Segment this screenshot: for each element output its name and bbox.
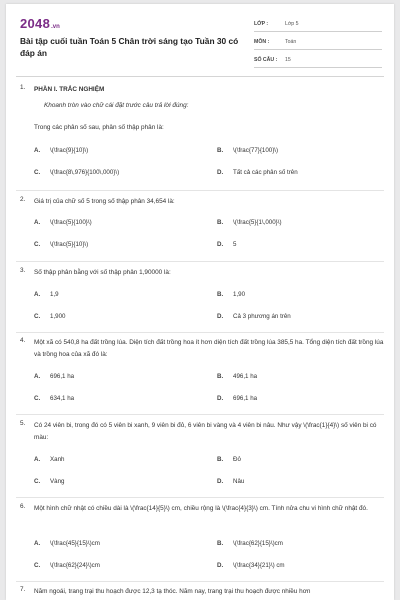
question-4 [20, 337, 384, 360]
option-letter: A. [34, 219, 41, 226]
question-2 [20, 196, 384, 208]
option-text: \(\frac{8\,976}{100\,000}\) [50, 169, 120, 176]
option-5b[interactable] [217, 456, 241, 463]
question-1 [20, 84, 384, 96]
meta-row-count [254, 52, 382, 68]
option-5d[interactable] [217, 478, 244, 485]
option-6a[interactable] [34, 540, 100, 547]
meta-value: Lớp 5 [285, 20, 299, 27]
option-1a[interactable] [34, 147, 88, 154]
option-letter: D. [217, 241, 224, 248]
meta-label: LỚP : [254, 20, 269, 27]
option-letter: A. [34, 373, 41, 380]
option-text: 5 [233, 241, 237, 248]
option-text: \(\frac{45}{15}\)cm [50, 540, 100, 547]
option-text: \(\frac{5}{100}\) [50, 219, 92, 226]
option-4a[interactable] [34, 373, 74, 380]
option-4b[interactable] [217, 373, 257, 380]
option-text: \(\frac{5}{10}\) [50, 241, 89, 248]
option-text: \(\frac{9}{10}\) [50, 147, 89, 154]
meta-value: Toán [285, 38, 297, 45]
question-6 [20, 503, 384, 515]
option-letter: D. [217, 395, 224, 402]
section-title: PHẦN I. TRẮC NGHIỆM [34, 86, 105, 93]
option-3b[interactable] [217, 291, 245, 298]
option-2d[interactable] [217, 241, 236, 248]
option-text: Nâu [233, 478, 245, 485]
question-5 [20, 420, 384, 443]
option-letter: B. [217, 540, 224, 547]
option-2c[interactable] [34, 241, 88, 248]
option-letter: A. [34, 291, 41, 298]
option-letter: A. [34, 540, 41, 547]
question-separator [16, 497, 384, 498]
meta-row-subject [254, 34, 382, 50]
section-instruction: Khoanh tròn vào chữ cái đặt trước câu trả lời đúng: [44, 102, 189, 109]
option-5c[interactable] [34, 478, 64, 485]
section-instruction-wrap [20, 102, 384, 109]
option-text: 496,1 ha [233, 373, 258, 380]
option-6c[interactable] [34, 562, 100, 569]
meta-value: 15 [285, 56, 291, 63]
option-letter: C. [34, 562, 41, 569]
question-number: 2. [20, 196, 26, 203]
option-text: Xanh [50, 456, 65, 463]
question-number: 7. [20, 586, 26, 593]
option-text: \(\frac{77}{100}\) [233, 147, 279, 154]
question-separator [16, 581, 384, 582]
question-separator [16, 414, 384, 415]
option-letter: D. [217, 478, 224, 485]
option-letter: C. [34, 395, 41, 402]
document-header [6, 4, 394, 74]
option-letter: B. [217, 373, 224, 380]
option-text: 634,1 ha [50, 395, 75, 402]
question-text: Có 24 viên bi, trong đó có 5 viên bi xanh, 9 viên bi đỏ, 6 viên bi vàng và 4 viên bi nâu. Như vậy \(\frac{1}{4}\) số viên bi có màu: [34, 422, 377, 441]
option-3a[interactable] [34, 291, 59, 298]
question-number: 1. [20, 84, 26, 91]
option-text: Đỏ [233, 456, 241, 463]
option-letter: D. [217, 562, 224, 569]
option-letter: A. [34, 147, 41, 154]
document-title: Bài tập cuối tuần Toán 5 Chân trời sáng tạo Tuần 30 có đáp án [20, 36, 239, 58]
meta-row-grade [254, 16, 382, 32]
question-text: Một xã có 540,8 ha đất trồng lúa. Diện tích đất trồng hoa ít hơn diện tích đất trồng lúa 385,5 ha. Tổng diện tích đất trồng lúa và trồng hoa của xã đó là: [34, 339, 384, 358]
meta-label: SỐ CÂU : [254, 56, 278, 63]
option-2b[interactable] [217, 219, 282, 226]
option-text: 1,90 [233, 291, 246, 298]
option-4c[interactable] [34, 395, 74, 402]
question-text: Số thập phân bằng với số thập phân 1,90000 là: [34, 269, 171, 276]
meta-info-box [254, 16, 382, 70]
question-text: Trong các phân số sau, phân số thập phân là: [34, 124, 164, 131]
question-text: Giá trị của chữ số 5 trong số thập phân 34,654 là: [34, 198, 175, 205]
question-number: 4. [20, 337, 26, 344]
logo-domain-text: .vn [51, 24, 60, 30]
question-7 [20, 586, 384, 598]
option-4d[interactable] [217, 395, 257, 402]
document-page [6, 4, 394, 600]
logo-main-text: 2048 [20, 16, 51, 31]
option-6d[interactable] [217, 562, 285, 569]
option-letter: D. [217, 169, 224, 176]
option-letter: B. [217, 147, 224, 154]
option-text: Vàng [50, 478, 65, 485]
option-1b[interactable] [217, 147, 278, 154]
option-letter: C. [34, 241, 41, 248]
option-3d[interactable] [217, 313, 291, 320]
question-separator [16, 261, 384, 262]
question-text: Một hình chữ nhật có chiều dài là \(\frac{14}{5}\) cm, chiều rộng là \(\frac{4}{3}\) cm. Tính nửa chu vi hình chữ nhật đó. [34, 505, 368, 512]
option-letter: C. [34, 478, 41, 485]
option-5a[interactable] [34, 456, 64, 463]
question-separator [16, 190, 384, 191]
site-logo[interactable] [20, 16, 60, 31]
option-text: Cả 3 phương án trên [233, 313, 291, 320]
option-text: Tất cả các phân số trên [233, 169, 298, 176]
meta-label: MÔN : [254, 38, 270, 45]
option-letter: C. [34, 169, 41, 176]
option-text: 696,1 ha [233, 395, 258, 402]
question-number: 6. [20, 503, 26, 510]
option-text: \(\frac{34}{21}\) cm [233, 562, 285, 569]
option-text: 1,900 [50, 313, 66, 320]
option-letter: B. [217, 291, 224, 298]
question-separator [16, 332, 384, 333]
option-letter: C. [34, 313, 41, 320]
question-3 [20, 267, 384, 279]
header-divider [16, 76, 384, 77]
option-text: 696,1 ha [50, 373, 75, 380]
question-text: Năm ngoái, trang trại thu hoạch được 12,3 tạ thóc. Năm nay, trang trại thu hoạch được nhiều hơn [34, 588, 311, 595]
option-3c[interactable] [34, 313, 65, 320]
question-1-text-wrap [20, 122, 384, 134]
option-text: \(\frac{62}{24}\)cm [50, 562, 100, 569]
question-number: 5. [20, 420, 26, 427]
option-text: \(\frac{5}{1\,000}\) [233, 219, 282, 226]
option-letter: B. [217, 219, 224, 226]
option-6b[interactable] [217, 540, 283, 547]
option-1c[interactable] [34, 169, 119, 176]
option-letter: A. [34, 456, 41, 463]
option-letter: D. [217, 313, 224, 320]
option-1d[interactable] [217, 169, 298, 176]
option-text: \(\frac{62}{15}\)cm [233, 540, 283, 547]
option-2a[interactable] [34, 219, 92, 226]
option-letter: B. [217, 456, 224, 463]
option-text: 1,9 [50, 291, 59, 298]
question-number: 3. [20, 267, 26, 274]
